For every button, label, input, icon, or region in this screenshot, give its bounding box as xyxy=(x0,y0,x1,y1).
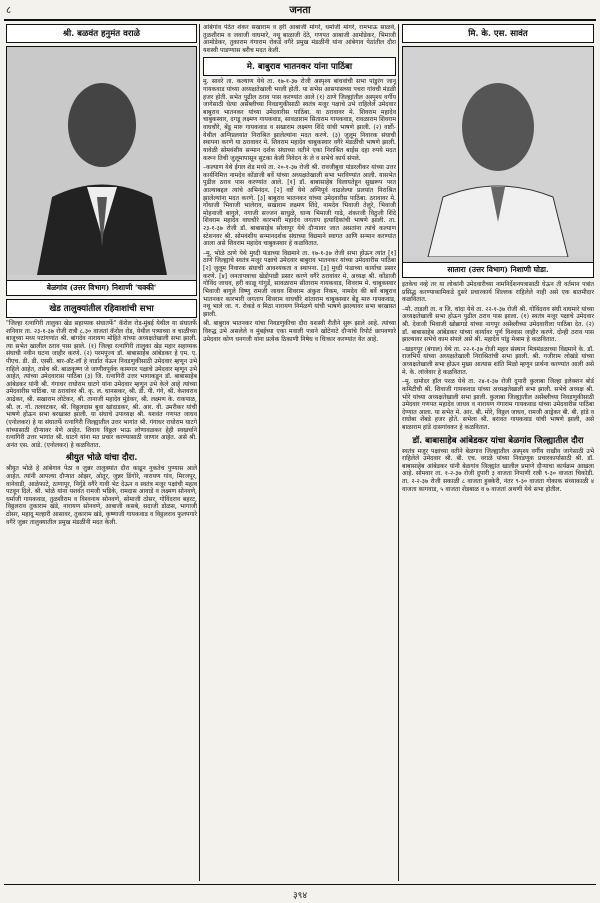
portrait-image xyxy=(7,47,196,275)
footer-rule xyxy=(4,884,596,885)
article-body-bhole: श्रीयुत भोळे हे आंबेगाव पेठा व जुन्नर तालुक्यांत दौरा काढून नुकतेच पुण्यास आले आहेत. त्यांनी आपल्या दौऱ्यात ओझर, ओतूर, जुन्नर डिंगोरे, नारायण गांव, मिरजपूर, वानेवाडी, आळेफाटे, ठाणापूर, निर्गुडे वगैरे गावी भेट देऊन व स्वतंत्र मजूर पक्षांची महत्व पटवून दिले. श्री. भोळे यांना यशवंत रामजी भडिके, रामदास आवाडे व लक्ष्मण सोनवणे, धर्माजी गायकवाड, तुळशीराम व विश्वनाथ सोनवणे, सोमाजी ठोसर, गोविंदराव बहरट, विठ्ठलराव तुकाराम खंडे, नारायण सोनवणे, आबाजी कसबे, सदाजी डोळस, भागाजी ठोसर, महादू मल्हारी आसावर, तुकाराम खंडे, कृष्णाजी गायकवाड व विठ्ठलराव फुलपगारे वगैरे जुन्नर तालुक्यातील प्रमुख मंडळींनी मदत केली. xyxy=(6,465,197,526)
article-body-damodar-hall: –मु. दामोदर हॉल परळ येथे ता. २४-१-३७ रोजी दुपारी कुलाबा जिल्हा इलेक्शन बोर्ड कमिटीची श्री. शिवाजी गायकवाड यांच्या अध्यक्षतेखाली सभा झाली. सभेचे अध्यक्ष श्री. भोरे यांच्या अध्यक्षतेखाली सभा झाली. कुलाबा जिल्ह्यातील असेंब्लीच्या निवडणुकीसाठी उमेदवार गणपत महादेव जाधव व नारायण गंगाराम गायकवाड यांच्या उमेदवारीस पाठिंबा देण्यात आला. या सभेत मे. आर. बी. मोरे, विठ्ठल जाधव, रामजी आड्रेकर बी. बी. हांडे व राघोबा शेंबडे हजर होते. सभेला श्री. बरावत गायकवाड यांची भाषणे झाली, असे बाळाराम हांडे दासगांवकर हे कळवितात. xyxy=(402,378,594,431)
portrait-image xyxy=(403,47,593,257)
portrait-photo-sawant xyxy=(402,46,594,278)
article-body-kalyan: –कल्याण येथे ईगल शेड मध्ये ता. २०-१-३७ रोजी श्री. रावजीबुवा पांडरलीकर यांच्या उत्तर कार्यनिमित्त नामदेव कोंडाजी बर्वे यांच्या अध्यक्षतेखाली सभा भरविण्यांत आली. यासभेत पुढील ठराव पास करण्यांत आले. [१] डॉ. बाबासाहेब विलायतेहून सुखरूप परत आल्याबद्दल त्यांचे अभिनंदन. [२] वर्ष्टे येथे अग्निपूर्व वाढलेल्या प्रलयांत निराश्रित झालेल्यांना मदत करणे. [३] बाबुराव भातनकर यांच्या उमेदवारीस पाठिंबा. ठरावावर मे. गोंधाजी भिवाजी भालेराव, सखाराम लक्ष्मण शिंदे, नामदेव भिवाजी तेलुरे, भिवाजी मोहनाजी बागुले, नगाजी सज्जन साधुळे, धान्य भिमाजी गाढे, शंकरजी विठुजी शिंदे शिवराम महादेव वाघचौरे कारभारी महादेव जगताप इत्यादिकांची भाषणे झाली. ता. २३-१-३७ रोजी डॉ. बाबासाहेब सोलापूर येथे दौऱ्यावर जात असतांना त्यांचे कल्याण स्टेशनवर श्री. सोमवंशीय सन्मानदर्शक संघाच्या विद्यमाने स्वागत आणि सन्मान करण्यांत आला असे शिवराम महादेव चाबुकस्वार हे कळवितात. xyxy=(203,164,396,248)
article-title-belgaum-tour: डॉ. बाबासाहेब आंबेडकर यांचा बेळगांव जिल्ह्यातील दौरा xyxy=(412,435,584,446)
portrait-photo-varale xyxy=(6,46,197,296)
column-1 xyxy=(6,24,197,881)
article-title-khed: खेड तालुक्यांतील रहिवाशांची सभा xyxy=(6,299,197,318)
page-footer-number: ३९४ xyxy=(292,891,308,901)
page-number: ८ xyxy=(6,5,12,16)
article-body-ambegaon: आंबेगांव पेठेत शंकर सखाराम व हरी आबाजी मांगरे, धर्माजी मांगरे, रामभाऊ साळवे, तुळशीराम व जवाजी वाघमारे, नथू बाळाजी देठे, गणपत आबाजी आमोडेकर, भिमाजी आमोडेकर, तुकाराम गंगाराम रोकडे वगैरे प्रमुख मंडळींनी यांना आंबेगाव पेठांतील दौरा यशस्वी पाडण्यास बरीच मदत केली. xyxy=(203,24,396,54)
header-rule xyxy=(4,19,596,21)
article-body-intro: इतकेच नव्हे तर या लोकांनी उमेदवारीच्या नामनिर्देशनपत्रासाठी घेऊन ती वर्तमान पत्रांत प्रसिद्ध करण्याकामिकडे दुसरे प्रचारकार्य शिल्लक राहिलेले नाही असे एक बातमीदार कळवितात. xyxy=(402,281,594,304)
article-body-khadagpur: –खडगपूर (बंगाल) येथे ता. २२-१-३७ रोजी महार संस्थान मित्रमंडळाच्या विद्यमाने के. डॉ. राजभिये यांच्या अध्यक्षतेखाली निराश्रितांची सभा झाली. श्री. गजीराम लोखंडे यांच्या अध्यक्षतेखाली सभा होऊन मुख्य आत्यास शांति मिळो म्हणून प्रार्थना करण्यांत आली असे मे. के. लांजेवार हे कळवितात. xyxy=(402,345,594,376)
column-2 xyxy=(203,24,396,881)
column-rule-right xyxy=(398,24,399,881)
article-body-savare: मु. सावरे ता. कल्याण येथे ता. १७-१-३७ रोजी अस्पृश्य बांधवांची सभा पांडुरंग जानू गायकवाड यांच्या अध्यक्षतेखाली भरली होती. या सभेस आसपासच्या पचरा गांवची मंडळी हजर होती. सभेत पुढील ठराव पास करण्यांत आले (१) ठाणे जिल्ह्यांतील अस्पृश्य वर्गीय जागेसाठी धेत्या असेंब्लीच्या निवडणुकीसाठी स्वतंत्र मजूर पक्षाचे उभे राहिलेले उमेदवार बाबुराव भातनकर यांच्या उमेदवारीस पाठिंबा. या ठरावावर मे. शिवराम महादेव चाबुकस्वार, दगडू लक्ष्मण गायकवाड, सावळाराम सिताराम गायकवाड, रावळाराम शिवराम वाघचौरे, बेंडू मारु गायकवाड व सखाराम लक्ष्मण शिंदे यांची भाषणे झाली. (२) वर्ष्टोंः- येथील अग्निप्रलयांत निराश्रित झालेल्यांना मदत करणे. (३) जुलूम निवारक संघाची स्थापना करणे या ठरावावर मे. शिवराम महादेव चाबुकस्वार वगैरे मंडळींची भाषणे झाली. यावेळी सोमवंशीय सन्मान दर्शक संघाच्या वतीने एका निराश्रित बाईस दहा रुपये मदत करून तिची जुलूमापासून सुटका केली निवेदन के ले व सभेचे कार्य संपले. xyxy=(203,78,396,162)
portrait-subcaption: सातारा (उत्तर विभाग) निशाणी घोडा. xyxy=(403,262,593,277)
article-title-bhole: श्रीयुत भोळे यांचा दौरा. xyxy=(65,453,138,464)
portrait-caption-sawant: मि. के. एस. सावंत xyxy=(402,24,594,43)
article-body-khed: "जिल्हा रत्नागिरी तालुका खेड सहाय्यक संघातर्फे" कॅरोल रोड-मुंबई येथील या संघातर्फे शनिवार ता. २३-१-३७ रोजी रात्रौ ८.३० वाजतां कॅरोल रोड, येथील पत्र्याच्या व चाळीच्या बाजूच्या मध्य पटांगणांत श्री. बांगदेव नारायण मोहिते यांच्या अध्यक्षतेखाली सभा झाली. त्या सभेत खालील ठराव पास झाले. (१) जिल्हा रत्नागिरी तालुका खेड महार सहाय्यक संघाची नवीन घटना जाहीर करणे. (२) परमपूज्य डॉ. बाबासाहेब आंबेडकर हे एम. ए. पीएच. डी. डी. एस्सी. बार-अ‍ॅट-लॉ हे वार्डात येऊन निवडणुकीसाठी उमेदवार म्हणून उभे राहिले आहेत, तसेच श्री. बाळकृष्ण जे जाणीवपूर्वक कामगार पक्षाचे उमेदवार म्हणून उभे आहेत, त्यांच्या उमेदवारास पाठिंबा (३) जि. रत्नागिरी उत्तर भागाकडून डॉ. बाबासाहेब आंबेडकर यांनी श्री. गंगाधर राघोराम घाटगे यांना उमेदवार म्हणून उभे केले आहे त्यांच्या उमेदवारीस पाठिंबा. या ठरावांवर श्री. कृ. ल. धानसकर, श्री. डी. पी. गंगे, श्री. केशवराव आद्रेकर, श्री. सखाराम लोटेकर, श्री. तानाजी महादेव मुंडेकर, श्री. लक्ष्मण के. राकपाळ, श्री. ल. गो. तलवटकर, श्री. विठ्ठलदास बुवा खांदाडकर, श्री. आर. वी. उमरीकर यांची भाषणे होऊन सभा बरखास्त झाली. या संघाचे उपाध्यक्ष श्री. यशवंत गणपत जाधव (एनोलकर) हे या संघातर्फे रत्नागिरी जिल्ह्यातील उत्तर भागांत श्री. गंगाधर राघोराम घाटगे यांच्यासाठी दौऱ्यावर येणे आहेत. शिवाय विठ्ठल भाऊ लोणावळकर हेही स्वखर्चाने रत्नागिरी उत्तर भागांत श्री. घाटगे यांना मत प्रचार करण्यासाठी जाणार आहेत. असे श्री. अनंत एस. आडे. (एनोलकर) हे कळवितात. xyxy=(6,320,197,449)
article-body-belgaum-tour: स्वतंत्र मजूर पक्षाच्या वतीने बेळगाव जिल्ह्यातील अस्पृश्य वर्गीय राखीव जागेसाठी उभे राहिलेले उमेदवार श्री. बी. एच. वराळे यांच्या निवडणूक प्रचारकार्यासाठी श्री. डॉ. बाबासाहेब आंबेडकर यांनी बेळगांव जिल्ह्यांत खालील प्रमाणे दौऱ्याचा कार्यक्रम आखला आहे. सोमवार ता. १-२-३७ रोजी दुपारी ३ वाजता निपाणी रात्री ९-३० वाजता चिकोडी. ता. २-२-३७ रोजी सकाळी ८ वाजता हुक्केरी, नंतर ९-३० वाजता गोकाक संध्याकाळी ४ वाजता कागवाड, ५ वाजता शेडबाळ व ७ वाजतां अथणी येथे सभा होतील. xyxy=(402,447,594,493)
portrait-caption-varale: श्री. बळवंत हनुमंत वराळे xyxy=(6,24,197,43)
article-body-bhole-thane: –मु. भोळे ठाणे येथे मुध्दी फंडाच्या विद्यमाने ता. १७-१-३७ रोजी सभा होऊन त्यांत [१] ठाणे जिल्ह्याचे स्वतंत्र मजूर पक्षाचे उमेदवार बाबुराव भातनकर यांच्या उमेदवारीस पाठिंबा [२] जुलूम निवारक संघाची आवश्यकता व स्थापना. [३] मुध्दी फंडाच्या कार्याचा प्रसार करणे. [४] जनतापत्राचा खेडोपाडी प्रसार करणे वगैरे ठरावांवर मे. अध्यक्ष श्री. कोंडाजी गोविंद जाधव, हरी काळू गांगुर्डे, सावळाराम सीताराम गायकवाड, शिवराम मे. चाबुकस्वार भिवाजी बागुले विष्णु रामजी जाधव शिवराम अंकुश निकम, नामदेव की बर्वे बाबुराव भातनकर कारभारी जगताप शिवराम वाघचौरे शांताराम चाबुकस्वार बेंडू मारु गायकवाड, नथू भाले जा. ग. रोकडे व मिठा नारायण निर्मळणे यांची भाषणे झाल्यावर सभा बरखास्त झाली. xyxy=(203,249,396,318)
article-title-bhatankar: मे. बाबुराव भातनकर यांना पाठिंबा xyxy=(203,57,396,76)
portrait-subcaption: बेळगांव (उत्तर विभाग) निशाणी 'चक्की' xyxy=(7,280,196,295)
newspaper-title: जनता xyxy=(289,5,311,16)
column-rule-left xyxy=(199,24,200,881)
article-body-tadali: –मौ. ताडली ता. व जि. चांदा येथे ता. २२-१-३७ रोजी श्री. गोविंदराव संघी वाघमारे यांच्या अध्यक्षतेखाली सभा होऊन पुढील ठराव पास झाला. (१) स्वतंत्र मजूर पक्षाचे उमेदवार श्री. देवाजी भिवाजी खोब्रागडे यांच्या नागपूर असेंब्लीच्या उमेदवारीला पाठिंबा देत. (२) डॉ. बाबासाहेब आंबेडकर यांच्या कार्यावर पूर्ण विश्वास जाहीर करणे. दोन्ही ठराव पास झाल्यावर सभेचे काम संपले असे श्री. महादेव पांडु मेश्राम हे कळवितात. xyxy=(402,305,594,344)
column-3 xyxy=(402,24,594,881)
article-body-bhatankar-daura: श्री. बाबुराव भातनकर यांचा निवडणुकीचा दौरा यशस्वी रीतीने सुरू झाले आहे. त्यांच्या विरुद्ध उभे असलेले व मुंबईच्या एका मवाली पत्राने खोटेनाटे दौऱ्यांचे रिपोर्ट छापवणारे उमेदवार कोण धनगजी यांना प्रत्येक ठिकाणी निषेध व धिःकार करण्यांत येत आहे. xyxy=(203,320,396,343)
page-header xyxy=(0,0,600,20)
